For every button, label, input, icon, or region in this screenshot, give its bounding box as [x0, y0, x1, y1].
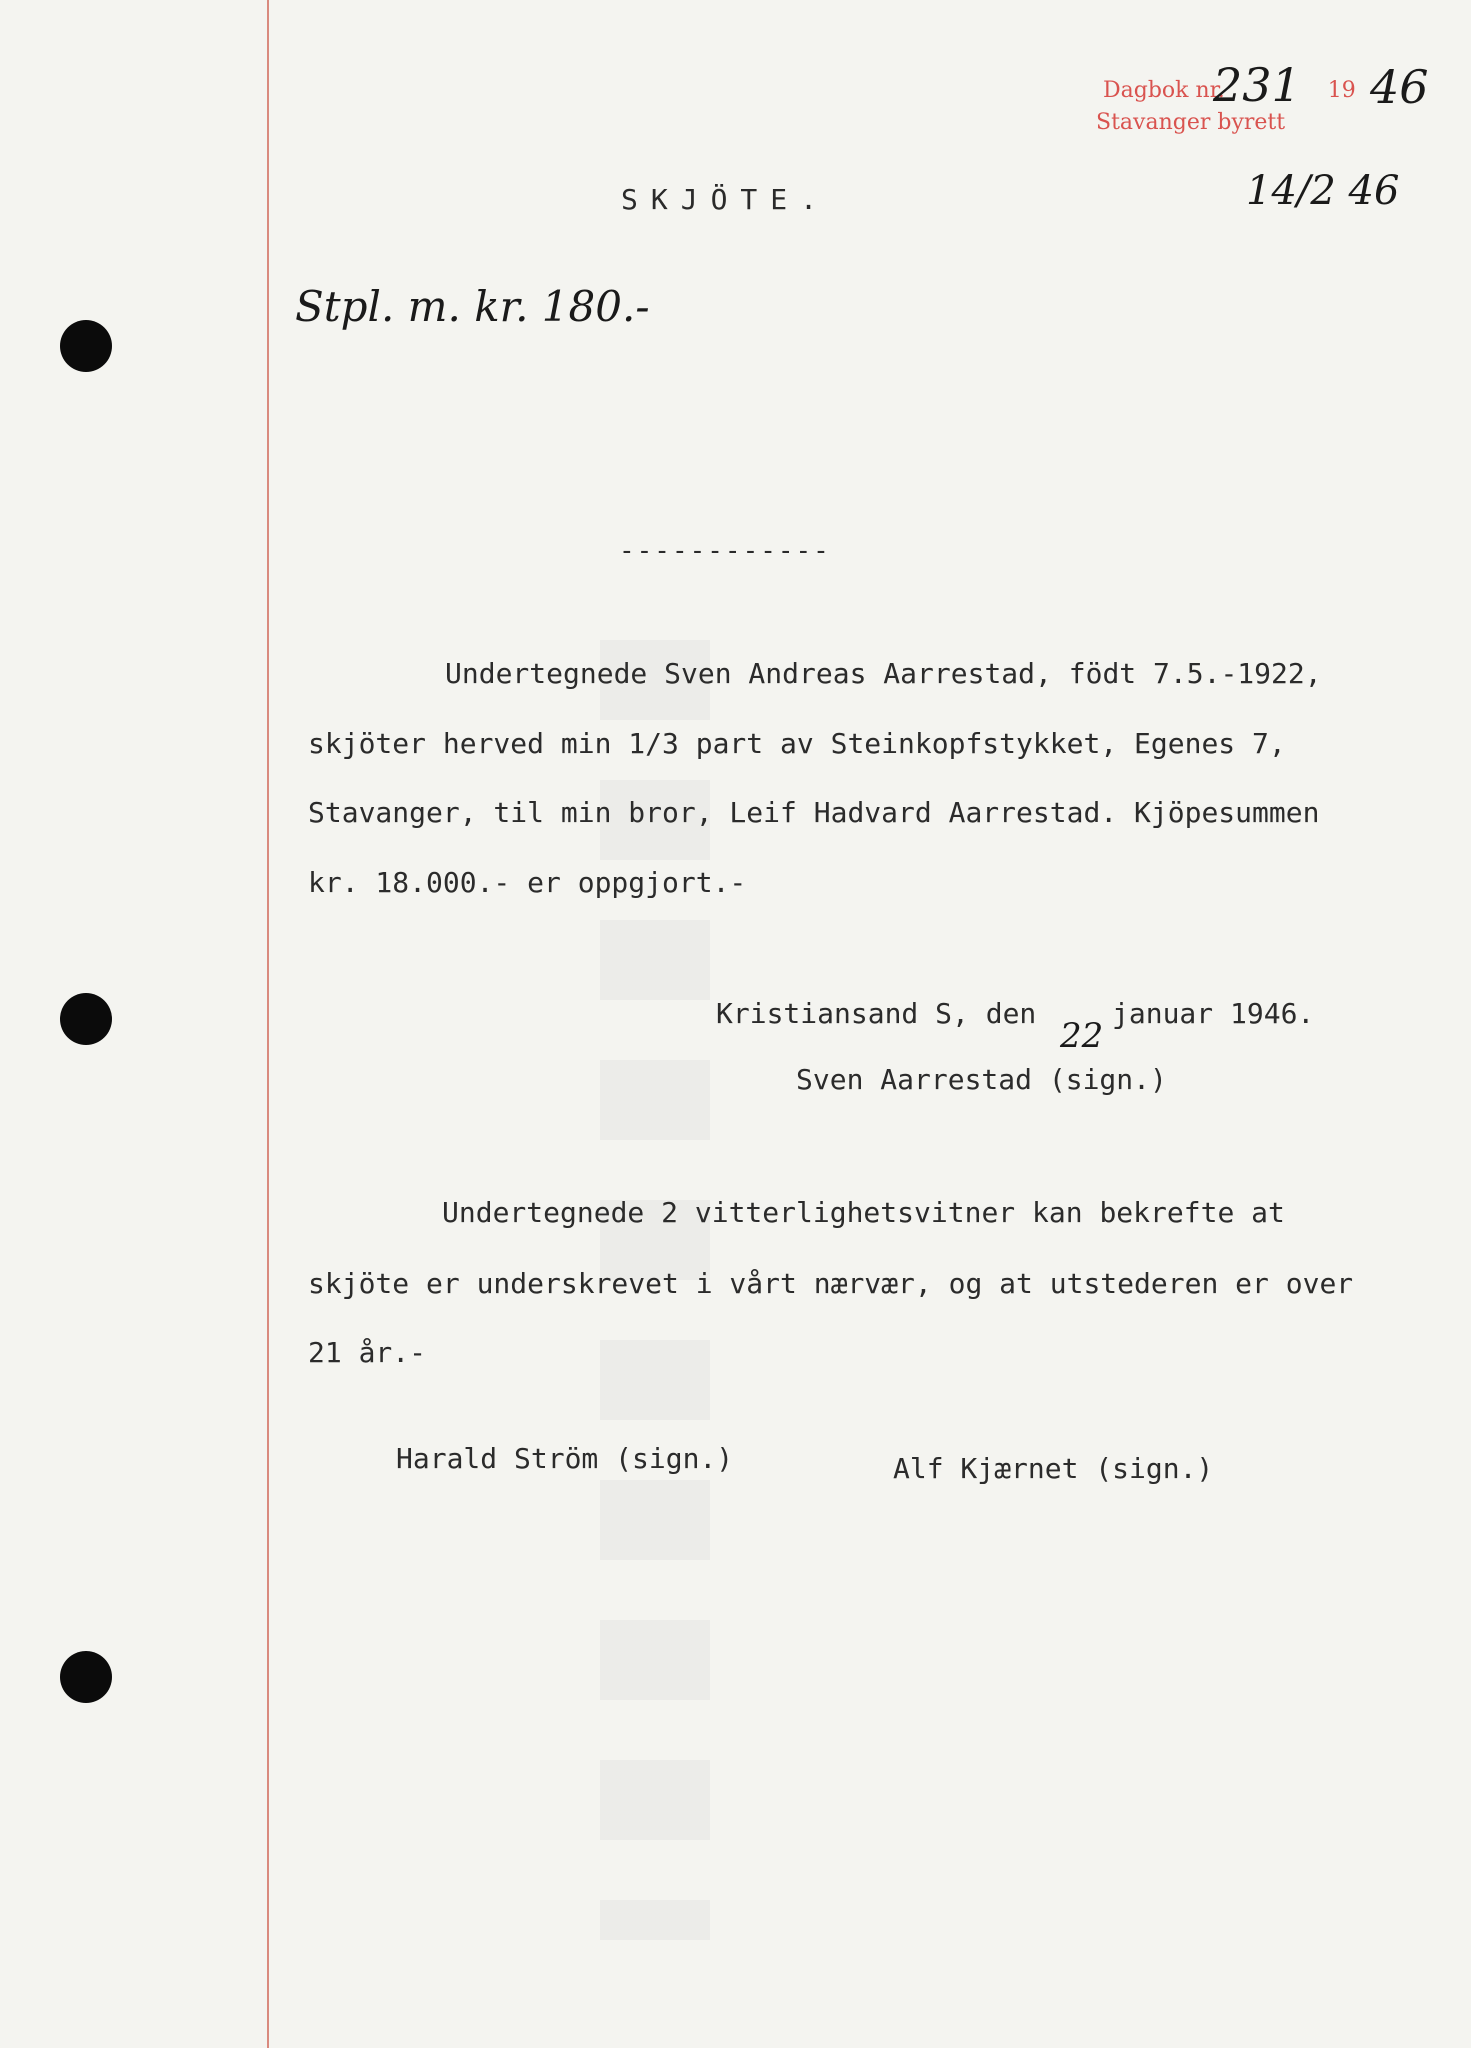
punch-hole — [60, 1651, 112, 1703]
register-label: Dagbok nr. — [1103, 78, 1225, 103]
witness-2: Alf Kjærnet (sign.) — [893, 1452, 1214, 1485]
punch-hole — [60, 993, 112, 1045]
court-stamp: Stavanger byrett — [1096, 110, 1286, 135]
document-title: SKJÖTE. — [621, 183, 831, 216]
title-underline: ------------ — [619, 536, 831, 566]
register-number-handwritten: 231 — [1213, 58, 1301, 112]
place-date-prefix: Kristiansand S, den — [716, 997, 1037, 1030]
place-date-suffix: januar 1946. — [1112, 997, 1315, 1030]
witness-1: Harald Ström (sign.) — [396, 1442, 734, 1475]
received-date-handwritten: 14/2 46 — [1246, 168, 1400, 214]
paragraph-1-line-3: Stavanger, til min bror, Leif Hadvard Aarrestad. Kjöpesummen — [308, 796, 1320, 829]
signer: Sven Aarrestad (sign.) — [796, 1063, 1167, 1096]
paragraph-2-line-1: Undertegnede 2 vitterlighetsvitner kan bekrefte at — [442, 1196, 1285, 1229]
register-prefix: 19 — [1327, 78, 1356, 103]
paragraph-2-line-3: 21 år.- — [308, 1336, 427, 1369]
paragraph-1-line-4: kr. 18.000.- er oppgjort.- — [308, 866, 747, 899]
paragraph-1-line-1: Undertegnede Sven Andreas Aarrestad, födt 7.5.-1922, — [445, 657, 1322, 690]
punch-hole — [60, 320, 112, 372]
signing-day-handwritten: 22 — [1060, 1016, 1104, 1056]
stamp-duty-note: Stpl. m. kr. 180.- — [295, 282, 650, 331]
paragraph-1-line-2: skjöter herved min 1/3 part av Steinkopfstykket, Egenes 7, — [308, 727, 1286, 760]
margin-rule — [267, 0, 269, 2048]
register-year-handwritten: 46 — [1370, 60, 1429, 114]
paragraph-2-line-2: skjöte er underskrevet i vårt nærvær, og at utstederen er over — [308, 1267, 1354, 1300]
